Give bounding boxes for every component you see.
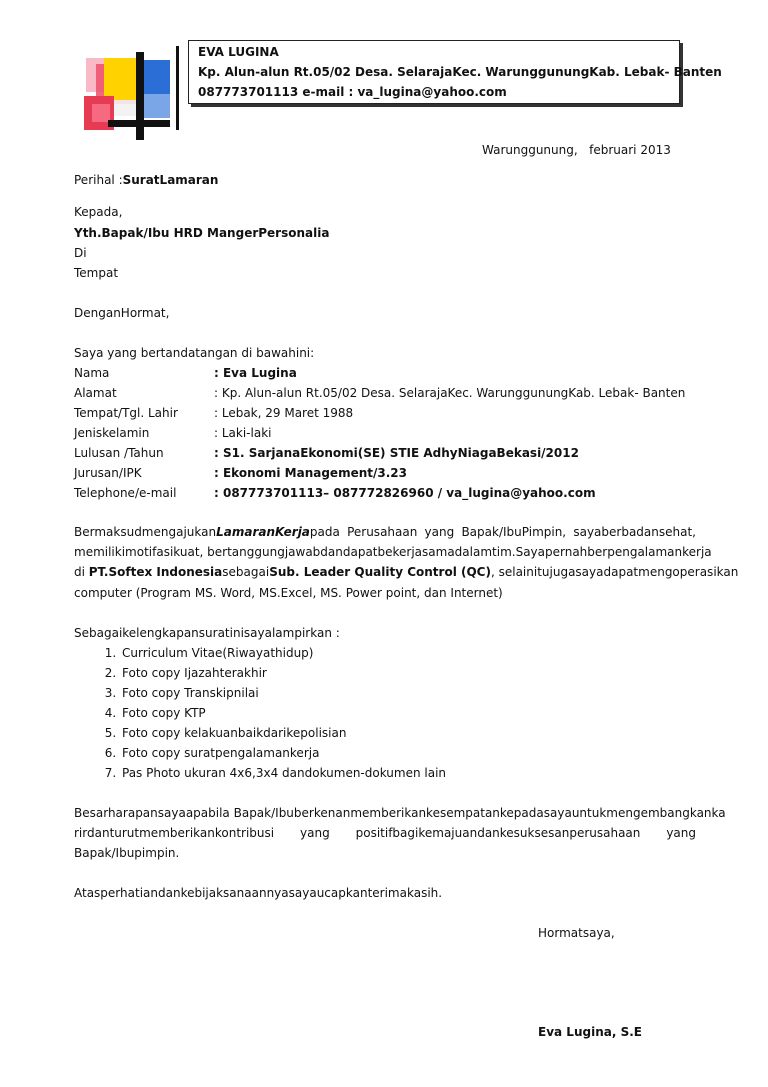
date-line: Warunggunung, februari 2013: [482, 143, 671, 157]
identity-value: : Ekonomi Management/3.23: [214, 466, 407, 480]
identity-label: Telephone/e-mail: [74, 486, 177, 500]
attachments-list: [74, 643, 446, 783]
attachments-intro: Sebagaikelengkapansuratinisayalampirkan :: [74, 626, 340, 640]
closing-line: Atasperhatiandankebijaksanaannyasayaucapkanterimakasih.: [74, 886, 443, 900]
signature-name: Eva Lugina, S.E: [538, 1025, 642, 1039]
identity-label: Alamat: [74, 386, 117, 400]
identity-row: [74, 386, 685, 400]
identity-value: : Kp. Alun-alun Rt.05/02 Desa. SelarajaKec. WarunggunungKab. Lebak- Banten: [214, 386, 686, 400]
signoff: Hormatsaya,: [538, 926, 615, 940]
attachment-item: 1. Curriculum Vitae(Riwayathidup): [120, 643, 446, 663]
identity-row: [74, 366, 297, 380]
identity-label: Nama: [74, 366, 110, 380]
letterhead-box: [188, 40, 722, 104]
letterhead-name: EVA LUGINA: [198, 45, 279, 59]
identity-value: : Eva Lugina: [214, 366, 297, 380]
identity-label: Tempat/Tgl. Lahir: [74, 406, 178, 420]
attachment-item: 3. Foto copy Transkipnilai: [120, 683, 446, 703]
attachment-item: 2. Foto copy Ijazahterakhir: [120, 663, 446, 683]
identity-value: : 087773701113– 087772826960 / va_lugina@yahoo.com: [214, 486, 596, 500]
letterhead-contact: 087773701113 e-mail : va_lugina@yahoo.com: [198, 85, 507, 99]
identity-value: : Laki-laki: [214, 426, 272, 440]
identity-label: Jurusan/IPK: [74, 466, 142, 480]
letterhead-address: Kp. Alun-alun Rt.05/02 Desa. SelarajaKec. WarunggunungKab. Lebak- Banten: [198, 65, 722, 79]
intro-line: Saya yang bertandatangan di bawahini:: [74, 346, 315, 360]
attachment-item: 5. Foto copy kelakuanbaikdarikepolisian: [120, 723, 446, 743]
attachment-item: 4. Foto copy KTP: [120, 703, 446, 723]
identity-row: [74, 426, 271, 440]
identity-label: Lulusan /Tahun: [74, 446, 164, 460]
recipient-place: Tempat: [74, 266, 119, 280]
subject-line: [74, 173, 218, 187]
subject-value: SuratLamaran: [122, 173, 219, 187]
body2-line-1: Besarharapansayaapabila Bapak/Ibuberkenanmemberikankesempatankepadasayauntukmengembangkanka: [74, 806, 726, 820]
body1-line-1: BermaksudmengajukanLamaranKerjapada Perusahaan yang Bapak/IbuPimpin, sayaberbadansehat,: [74, 525, 696, 539]
identity-row: [74, 446, 579, 460]
body1-line-4: computer (Program MS. Word, MS.Excel, MS. Power point, dan Internet): [74, 586, 503, 600]
identity-label: Jeniskelamin: [74, 426, 150, 440]
identity-value: : S1. SarjanaEkonomi(SE) STIE AdhyNiagaBekasi/2012: [214, 446, 579, 460]
recipient-to: Kepada,: [74, 205, 123, 219]
identity-row: [74, 466, 407, 480]
attachment-item: 7. Pas Photo ukuran 4x6,3x4 dandokumen-dokumen lain: [120, 763, 446, 783]
decorative-logo: [0, 0, 190, 150]
recipient-di: Di: [74, 246, 87, 260]
identity-value: : Lebak, 29 Maret 1988: [214, 406, 354, 420]
attachment-item: 6. Foto copy suratpengalamankerja: [120, 743, 446, 763]
subject-label: Perihal :: [74, 173, 123, 187]
body2-line-2: rirdanturutmemberikankontribusi yang positifbagikemajuandankesuksesanperusahaan yang: [74, 826, 696, 840]
greeting: DenganHormat,: [74, 306, 170, 320]
identity-row: [74, 486, 596, 500]
body2-line-3: Bapak/Ibupimpin.: [74, 846, 180, 860]
identity-row: [74, 406, 353, 420]
body1-line-2: memilikimotifasikuat, bertanggungjawabdandapatbekerjasamadalamtim.Sayapernahberpengalamankerja: [74, 545, 712, 559]
body1-line-3: di PT.Softex IndonesiasebagaiSub. Leader Quality Control (QC), selainitujugasayadapatmengoperasikan: [74, 565, 739, 579]
recipient-name: Yth.Bapak/Ibu HRD MangerPersonalia: [74, 226, 330, 240]
